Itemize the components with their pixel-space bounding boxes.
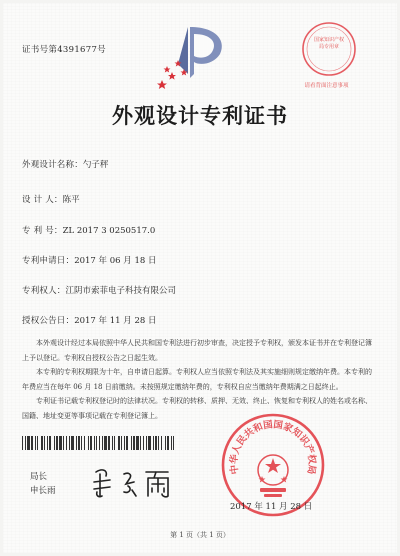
field-patentee bbox=[22, 284, 176, 296]
body-paragraph: 本专利的专利权期限为十年，自申请日起算。专利权人应当依照专利法及其实施细则规定缴纳年费。本专利的年费应当在每年 06 月 18 日前缴纳。未按照规定缴纳年费的，专利权自应当缴纳年费期满之日起终止。 bbox=[22, 368, 372, 391]
field-label: 专利申请日： bbox=[22, 256, 75, 266]
field-grant-date bbox=[22, 314, 156, 326]
field-value: 勺子秤 bbox=[82, 160, 109, 170]
director-block bbox=[30, 470, 56, 498]
field-value: ZL 2017 3 0250517.0 bbox=[62, 226, 156, 236]
field-label: 外观设计名称： bbox=[22, 160, 83, 170]
seal-date: 2017 年 11 月 28 日 bbox=[230, 502, 313, 512]
special-use-seal-text: 国家知识产权局专用章 bbox=[314, 37, 345, 50]
director-signature-icon bbox=[88, 462, 178, 502]
director-name: 申长雨 bbox=[30, 486, 56, 496]
field-value: 江阴市索菲电子科技有限公司 bbox=[65, 286, 177, 296]
field-designer bbox=[22, 193, 80, 205]
main-seal-text: 中华人民共和国国家知识产权局 bbox=[228, 419, 318, 475]
back-notice-annotation: 请看背面注意事项 bbox=[304, 83, 349, 89]
field-label: 设 计 人： bbox=[22, 195, 63, 205]
ip-office-emblem-icon bbox=[148, 22, 248, 92]
director-title: 局长 bbox=[30, 472, 48, 482]
body-paragraph: 专利证书记载专利权登记时的法律状况。专利权的转移、质押、无效、终止、恢复和专利权人的姓名或名称、国籍、地址变更等事项记载在专利登记簿上。 bbox=[22, 397, 372, 420]
page-indicator: 第 1 页（共 1 页） bbox=[170, 531, 230, 539]
page-title: 外观设计专利证书 bbox=[112, 103, 288, 128]
field-filing-date bbox=[22, 254, 156, 266]
field-label: 授权公告日： bbox=[22, 316, 75, 326]
field-design-name bbox=[22, 158, 108, 170]
certificate-number: 证书号第4391677号 bbox=[22, 45, 106, 55]
field-value: 2017 年 06 月 18 日 bbox=[74, 256, 157, 266]
field-value: 陈平 bbox=[62, 195, 80, 205]
field-label: 专利权人： bbox=[22, 286, 66, 296]
barcode-icon bbox=[22, 436, 174, 450]
field-value: 2017 年 11 月 28 日 bbox=[74, 316, 157, 326]
body-paragraph: 本外观设计经过本局依照中华人民共和国专利法进行初步审查，决定授予专利权，颁发本证书并在专利登记簿上予以登记。专利权自授权公告之日起生效。 bbox=[22, 339, 372, 362]
field-label: 专 利 号： bbox=[22, 226, 63, 236]
field-patent-number bbox=[22, 224, 155, 236]
